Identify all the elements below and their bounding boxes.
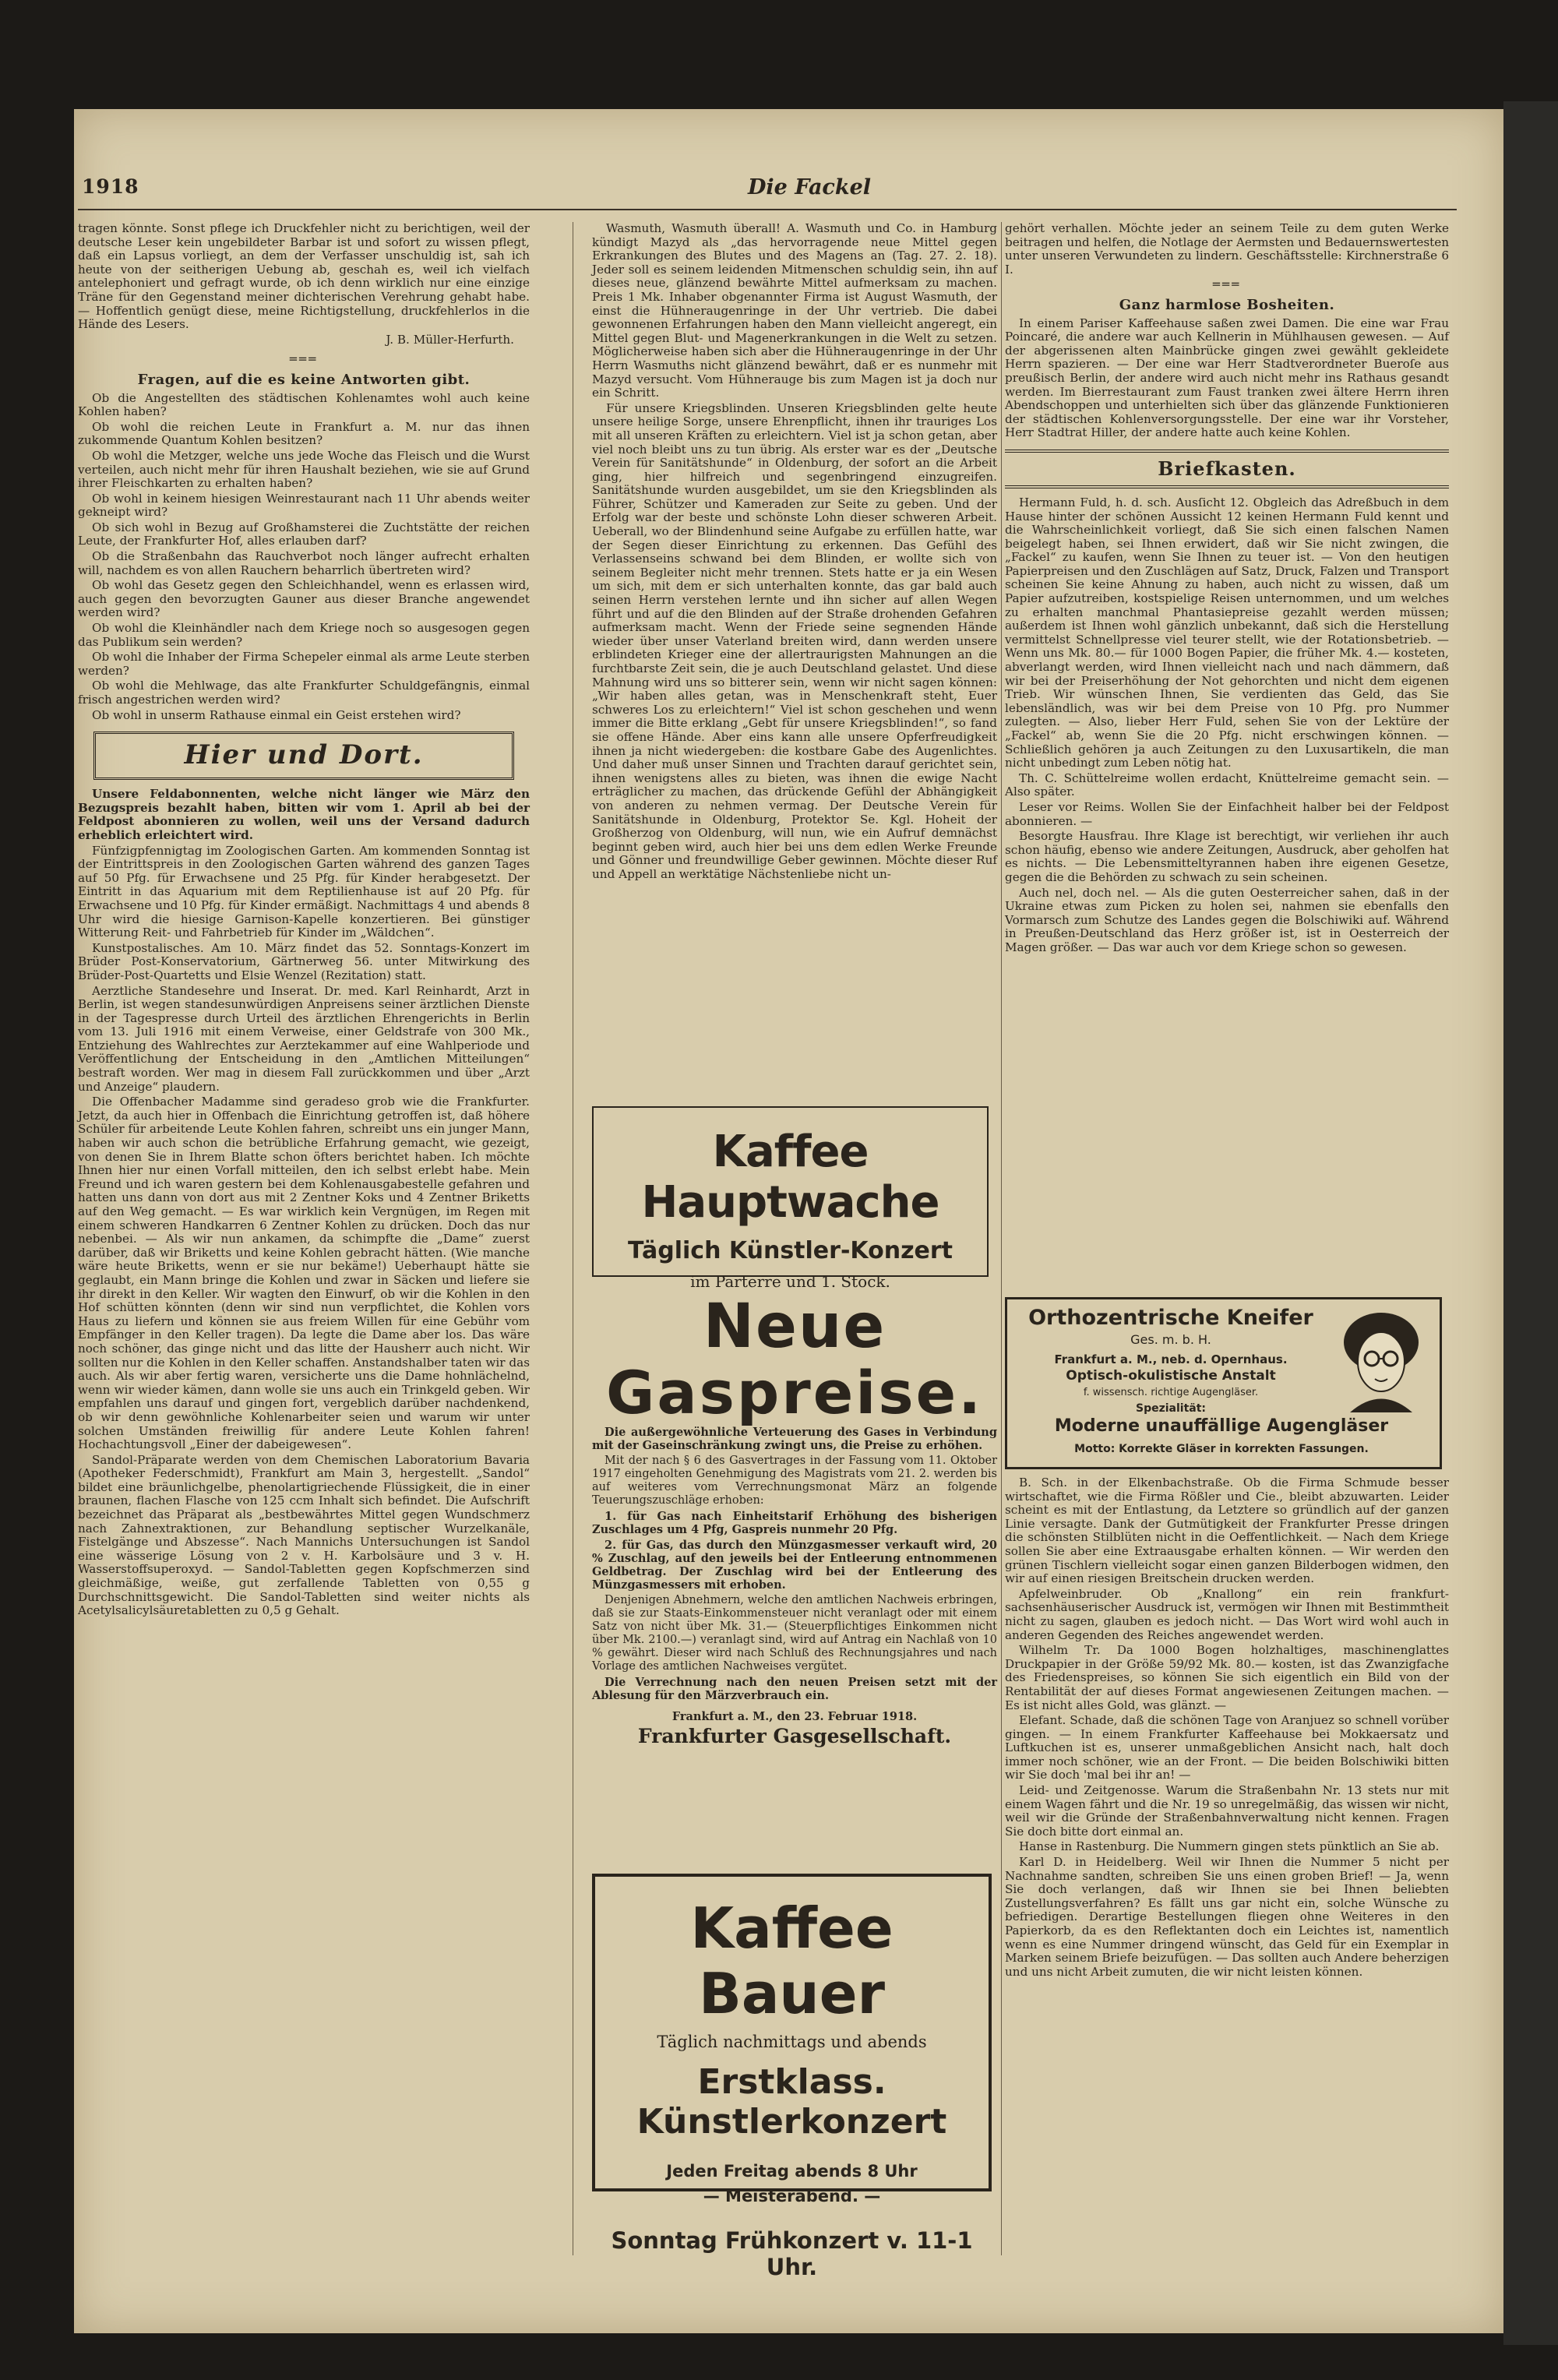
news-item: Fünfzigpfennigtag im Zoologischen Garten. Am kommenden Sonntag ist der Eintrittspreis in den Zoologischen Garten während des ganzen Tages auf 50 Pfg. für Erwachsene und 25 Pfg. für Kinder herabgesetzt. Der Eintritt in das Aquarium mit dem Reptilienhause ist auf 20 Pfg. für Erwachsene und 10 Pfg. für Kinder ermäßigt. Nachmittags 4 und abends 8 Uhr wird die hiesige Garnison-Kapelle konzertieren. Bei günstiger Witterung Reit- und Fahrbetrieb für Kinder im „Wäldchen“. (78, 843, 530, 940)
woman-with-glasses-illustration (1334, 1307, 1428, 1412)
news-item: Kunstpostalisches. Am 10. März findet das 52. Sonntags-Konzert im Brüder Post-Konservatorium, Gärtnerweg 56. unter Mitwirkung des Brüder-Post-Quartetts und Elsie Wenzel (Rezitation) statt. (78, 940, 530, 982)
notice-intro: Die außergewöhnliche Verteuerung des Gases in Verbindung mit der Gaseinschränkung zwingt uns, die Preise zu erhöhen. (592, 1426, 997, 1452)
news-item: Für unsere Kriegsblinden. Unseren Kriegsblinden gelte heute unsere heilige Sorge, unsere Ehrenpflicht, ihnen ihr trauriges Los mit all unseren Kräften zu erleichtern. Viel ist ja schon getan, aber viel noch bleibt uns zu tun übrig. Als erster war es der „Deutsche Verein für Sanitätshunde“ in Oldenburg, der sofort an die Arbeit ging, hier hilfreich und segenbringend einzugreifen. Sanitätshunde wurden ausgebildet, um sie den Kriegsblinden als Führer, Schützer und Kameraden zur Seite zu geben. Und der Erfolg war der beste und schönste Lohn dieser schweren Arbeit. Ueberall, wo der Blindenhund seine Aufgabe zu erfüllen hatte, war der Segen dieser Einrichtung zu erkennen. Das Gefühl des Verlassenseins schwand bei dem Blinden, er wollte sich von seinem Begleiter nicht mehr trennen. Stets hatte er ja ein Wesen um sich, mit dem er sich unterhalten konnte, das gar bald auch seinen Herrn verstehen lernte und ihn sicher auf allen Wegen führt und auf die den Blinden auf der Straße drohenden Gefahren aufmerksam macht. Wenn der Friede seine segnenden Hände wieder über unser Vaterland breiten wird, dann werden unsere erblindeten Krieger eine der allertraurigsten Mahnungen an die furchtbarste Zeit sein, die je auch Deutschland gelastet. Und diese Mahnung wird uns so bitterer sein, wenn wir nicht sagen können: „Wir haben alles getan, was in Menschenkraft steht, Euer schweres Los zu erleichtern!“ Viel ist schon geschehen und wenn immer die Bitte erklang „Gebt für unsere Kriegsblinden!“, so fand sie offene Hände. Aber eins kann alle unsere Opferfreudigkeit ihnen ja nicht wiedergeben: die kostbare Gabe des Augenlichtes. Und daher muß unser Sinnen und Trachten darauf gerichtet sein, ihnen wenigstens alles zu bieten, was ihnen die ewige Nacht erträglicher zu machen, das drückende Gefühl der Abhängigkeit von anderen zu nehmen vermag. Der Deutsche Verein für Sanitätshunde in Oldenburg, Protektor Se. Kgl. Hoheit der Großherzog von Oldenburg, will nun, wie ein Aufruf demnächst beginnt geben wird, auch hier bei uns dem edlen Werke Freunde und Gönner und freundwillige Geber gewinnen. Möchte dieser Ruf und Appell an werktätige Nächstenliebe nicht un- (592, 400, 997, 881)
article-continuation: tragen könnte. Sonst pflege ich Druckfehler nicht zu berichtigen, weil der deutsche Leser kein ungebildeter Barbar ist und sofort zu wissen pflegt, daß ein Lapsus vorliegt, an dem der Verfasser unschuldig ist, sah ich heute von der seitherigen Uebung ab, geschah es, weil ich vielfach antelephoniert und gefragt wurde, ob ich denn wirklich nur eine einzige Träne für den Gegenstand meiner dichterischen Verehrung gehabt habe. — Hoffentlich genügt diese, meine Richtigstellung, druckfehlerlos in die Hände des Lesers. (78, 221, 530, 332)
letter-reply: Hermann Fuld, h. d. sch. Ausſicht 12. Obgleich das Adreßbuch in dem Hause hinter der schönen Aussicht 12 keinen Hermann Fuld kennt und die Wahrscheinlichkeit vorliegt, daß Sie sich einen falschen Namen beigelegt haben, sei Ihnen erwidert, daß wir Sie nicht zwingen, die „Fackel“ zu kaufen, wenn Sie Ihnen zu teuer ist. — Von den heutigen Papierpreisen und den Zuschlägen auf Satz, Druck, Falzen und Transport scheinen Sie keine Ahnung zu haben, auch nicht zu wissen, daß um Papier aufzutreiben, kostspielige Reisen unternommen, und um welches zu erhalten manchmal Phantasiepreise gezahlt werden müssen; außerdem ist Ihnen wohl gänzlich unbekannt, daß sich die Herstellung vermittelst Schnellpresse viel teurer stellt, wie der Rotationsbetrieb. — Wenn uns Mk. 80.— für 1000 Bogen Papier, die früher Mk. 4.— kosteten, abverlangt werden, wird Ihnen vielleicht nach und nach dämmern, daß wir bei der Preiserhöhung der Not gehorchten und nicht dem eigenen Trieb. Wir wünschen Ihnen, Sie verdienten das Geld, das Sie lebensländlich, was wir bei dem Preise von 10 Pfg. pro Nummer zulegten. — Also, lieber Herr Fuld, sehen Sie von der Lektüre der „Fackel“ ab, wenn Sie die 20 Pfg. nicht erschwingen können. — Schließlich gehören ja auch Zeitungen zu den Luxusartikeln, die man nicht unbedingt zum Leben nötig hat. (1005, 495, 1449, 770)
notice-item: 1. für Gas nach Einheitstarif Erhöhung des bisherigen Zuschlages um 4 Pfg, Gaspreis nunmehr 20 Pfg. (592, 1510, 997, 1536)
notice-title-line1: Neue (703, 1292, 887, 1362)
notice-bold-note: Die Verrechnung nach den neuen Preisen setzt mit der Ablesung für den Märzverbrauch ein. (592, 1676, 997, 1702)
column-right-bottom (1005, 1476, 1449, 2263)
notice-gas-prices (592, 1293, 997, 1850)
notice-title-line2: Gaspreise. (605, 1358, 984, 1427)
letter-reply: Leid- und Zeitgenosse. Warum die Straßenbahn Nr. 13 stets nur mit einem Wagen fährt und die Nr. 19 so unregelmäßig, das wissen wir nicht, weil wir die Gründe der Straßenbahnverwaltung nicht kennen. Fragen Sie doch bitte dort einmal an. (1005, 1783, 1449, 1839)
letter-reply: Karl D. in Heidelberg. Weil wir Ihnen die Nummer 5 nicht per Nachnahme sandten, schreiben Sie uns einen groben Brief! — Ja, wenn Sie doch verlangen, daß wir Ihnen sie bei Ihnen beliebten Zustellungsverfahren? Es fällt uns gar nicht ein, solche Wünsche zu befriedigen. Derartige Bestellungen fliegen ohne Weiteres in den Papierkorb, da es den Reflektanten doch ein Leichtes ist, namentlich wenn es eine Nummer dringend wünscht, das Geld für ein Exemplar in Marken seinem Briefe beizufügen. — Das sollten auch Andere beherzigen und uns nicht Arbeit zumuten, die wir nicht leisten können. (1005, 1855, 1449, 1979)
ad-subtitle: Täglich nachmittags und abends (657, 2033, 927, 2051)
advertisement-optician (1005, 1297, 1442, 1469)
advertisement-kaffee-hauptwache (592, 1106, 989, 1291)
section-heading-briefkasten: Briefkasten. (1005, 450, 1449, 488)
ad-detail: im Parterre und 1. Stock. (690, 1272, 890, 1291)
ad-specialty-label: Spezialität: (1135, 1402, 1207, 1415)
notice-signature: Frankfurter Gasgesellschaft. (637, 1725, 952, 1747)
letter-reply: Auch nel, doch nel. — Als die guten Oesterreicher sahen, daß in der Ukraine etwas zum Picken zu holen sei, nahmen sie ebenfalls den Vormarsch zum Schutze des Landes gegen die Bolschiwiki auf. Während in Preußen-Deutschland das Herz größer ist, ist in Oesterreich der Magen größer. — Das war auch vor dem Kriege schon so gewesen. (1005, 885, 1449, 954)
ad-motto: Motto: Korrekte Gläser in korrekten Fassungen. (1074, 1443, 1369, 1455)
news-item: Wasmuth, Wasmuth überall! A. Wasmuth und Co. in Hamburg kündigt Mazyd als „das hervorragende neue Mittel gegen Erkrankungen des Blutes und des Magens an (Tag. 27. 2. 18). Jeder soll es seinem leidenden Mitmenschen schuldig sein, ihn auf dieses neue, glänzend bewährte Mittel aufmerksam zu machen. Preis 1 Mk. Inhaber obgenannter Firma ist August Wasmuth, der einst die Hühneraugenringe in der Uhr vertrieb. Die dabei gewonnenen Erfahrungen haben den Mann vielleicht angeregt, ein Mittel gegen Blut- und Magenerkrankungen in die Welt zu setzen. Möglicherweise haben sich aber die Hühneraugenringe in der Uhr Herrn Wasmuths nicht glänzend bewährt, daß er es nunmehr mit Mazyd versucht. Vom Hühnerauge bis zum Magen ist ja doch nur ein Schritt. (592, 221, 997, 400)
question-item: Ob wohl die Kleinhändler nach dem Kriege noch so ausgesogen gegen das Publikum sein werden? (78, 621, 530, 649)
section-heading-bosheiten: Ganz harmlose Bosheiten. (1119, 296, 1335, 313)
separator: ═══ (1212, 277, 1242, 292)
question-item: Ob die Straßenbahn das Rauchverbot noch länger aufrecht erhalten will, nachdem es von allen Rauchern beharrlich übertreten wird? (78, 549, 530, 577)
separator: ═══ (289, 352, 319, 367)
letter-reply: Th. C. Schüttelreime wollen erdacht, Knüttelreime gemacht sein. — Also später. (1005, 770, 1449, 799)
column-left (78, 222, 530, 2263)
section-heading-hier-und-dort: Hier und Dort. (93, 732, 514, 780)
ad-address: Frankfurt a. M., neb. d. Opernhaus. (1054, 1352, 1288, 1366)
ad-subtitle: Optisch-okulistische Anstalt (1066, 1368, 1276, 1384)
ad-subtitle: Täglich Künstler-Konzert (627, 1237, 953, 1264)
question-item: Ob wohl das Gesetz gegen den Schleichhandel, wenn es erlassen wird, auch gegen den bevorzugten Gauner aus dieser Branche angewendet werden wird? (78, 578, 530, 620)
question-item: Ob wohl die reichen Leute in Frankfurt a. M. nur das ihnen zukommende Quantum Kohlen besitzen? (78, 419, 530, 448)
ad-company-form: Ges. m. b. H. (1130, 1332, 1211, 1347)
ad-title: Orthozentrische Kneifer (1028, 1306, 1313, 1330)
news-item: Sandol-Präparate werden von dem Chemischen Laboratorium Bavaria (Apotheker Federschmidt), Frankfurt am Main 3, hergestellt. „Sandol“ bildet eine bräunlichgelbe, phenolartigriechende Flüssigkeit, die in einer braunen, flachen Flasche von 125 ccm Inhalt sich befindet. Die Aufschrift bezeichnet das Präparat als „bestbewährtes Mittel gegen Wundschmerz nach Zahnextraktionen, zur Behandlung septischer Wurzelkanäle, Fistelgänge und Abszesse“. Nach Mannichs Untersuchungen ist Sandol eine wässerige Lösung von 2 v. H. Karbolsäure und 3 v. H. Wasserstoffsuperoxyd. — Sandol-Tabletten gegen Kopfschmerzen sind gleichmäßige, weiße, gut zerfallende Tabletten von 0,55 g Durchschnittsgewicht. Die Sandol-Tabletten sind weiter nichts als Acetylsalicylsäuretabletten zu 0,5 g Gehalt. (78, 1452, 530, 1618)
question-item: Ob wohl die Mehlwage, das alte Frankfurter Schuldgefängnis, einmal frisch angestrichen werden wird? (78, 679, 530, 707)
letter-reply: Wilhelm Tr. Da 1000 Bogen holzhaltiges, maschinenglattes Druckpapier in der Größe 59/92 Mk. 80.— kosten, ist das Zwanzigfache des Friedenspreises, so können Sie sich eigentlich ein Bild von der Rentabilität der auf dieses Format angewiesenen Zeitungen machen. — Es ist nicht alles Gold, was glänzt. — (1005, 1643, 1449, 1712)
ad-detail: — Meisterabend. — (703, 2187, 881, 2205)
question-item: Ob wohl die Inhaber der Firma Schepeler einmal als arme Leute sterben werden? (78, 650, 530, 678)
news-item: Die Offenbacher Madamme sind geradeso grob wie die Frankfurter. Jetzt, da auch hier in Offenbach die Einrichtung getroffen ist, daß höhere Schüler für arbeitende Leute Kohlen fahren, schreibt uns ein junger Mann, haben wir auch schon die betrübliche Erfahrung gemacht, wie gezeigt, von denen Sie in Ihrem Blatte schon öfters berichtet haben. Ich möchte Ihnen hier nur einen Vorfall mitteilen, den ich selbst erlebt habe. Mein Freund und ich waren gestern bei dem Kohlenausgabestelle gefahren und hatten uns dann von dort aus mit 2 Zentner Koks und 4 Zentner Briketts auf den Weg gemacht. — Es war wirklich kein Vergnügen, im Regen mit einem schweren Handkarren 6 Zentner Kohlen zu drücken. Doch das nur nebenbei. — Als wir nun ankamen, da schimpfte die „Dame“ zuerst darüber, daß wir Briketts und keine Kohlen gebracht hätten. (Wie manche wäre heute Briketts, wenn er sie nur bekäme!) Ueberhaupt hätte sie geglaubt, ein Mann bringe die Kohlen und zwar in Säcken und liefere sie ihr direkt in den Keller. Wir wagten den Einwurf, ob wir die Kohlen in den Hof schütten könnten (denn wir sind nun verpflichtet, die Kohlen vors Haus zu liefern und können sie aus freiem Willen für eine Gebühr vom Empfänger in den Keller tragen). Da legte die Dame aber los. Das wäre noch schöner, das ginge nicht und das litte der Hausherr auch nicht. Wir sollten nur die Kohlen in den Keller schaffen. Anstandshalber taten wir das auch. Als wir aber fertig waren, versicherte uns die Dame hohnlächelnd, wenn wir wieder kämen, dann wolle sie uns auch ein Trinkgeld geben. Wir empfahlen uns darauf und gingen fort, vergeblich darüber nachdenkend, ob wir denn gewöhnliche Kohlenarbeiter seien und warum wir unter solchen Umständen freiwillig für andere Leute Kohlen fahren! Hochachtungsvoll „Einer der dabeigewesen“. (78, 1095, 530, 1452)
letter-reply: Apfelweinbruder. Ob „Knallong“ ein rein frankfurt-sachsenhäuserischer Ausdruck ist, vermögen wir Ihnen mit Bestimmtheit nicht zu sagen, glauben es jedoch nicht. — Das Wort wird wohl auch in anderen Gegenden des Reiches angewendet werden. (1005, 1586, 1449, 1642)
author-signature: J. B. Müller-Herfurth. (386, 332, 514, 347)
book-binding (1503, 101, 1558, 2345)
question-item: Ob sich wohl in Bezug auf Großhamsterei die Zuchtstätte der reichen Leute, der Frankfurter Hof, alles erlauben darf? (78, 520, 530, 548)
letter-reply: Hanse in Rastenburg. Die Nummern gingen stets pünktlich an Sie ab. (1019, 1839, 1440, 1854)
news-item: Aerztliche Standesehre und Inserat. Dr. med. Karl Reinhardt, Arzt in Berlin, ist wegen standesunwürdigen Anpreisens seiner ärztlichen Dienste in der Tagespresse durch Urteil des ärztlichen Ehrengerichts in Berlin vom 13. Juli 1916 mit einem Verweise, einer Geldstrafe von 300 Mk., Entziehung des Wahlrechtes zur Aerztekammer auf eine Wahlperiode und Veröffentlichung der Entscheidung in den „Amtlichen Mitteilungen“ bestraft worden. Wer mag in diesem Fall zurückkommen und über „Arzt und Anzeige“ plaudern. (78, 983, 530, 1094)
letter-reply: Leser vor Reims. Wollen Sie der Einfachheit halber bei der Feldpost abonnieren. — (1005, 799, 1449, 828)
page-header (82, 175, 1453, 206)
question-item: Ob die Angestellten des städtischen Kohlenamtes wohl auch keine Kohlen haben? (78, 390, 530, 419)
notice-date: Frankfurt a. M., den 23. Februar 1918. (671, 1710, 918, 1723)
article-continuation: gehört verhallen. Möchte jeder an seinem Teile zu dem guten Werke beitragen und helfen, die Notlage der Aermsten und Bedauernswertesten unter unseren Verwundeten zu lindern. Geschäftsstelle: Kirchnerstraße 6 I. (1005, 221, 1449, 277)
letter-reply: Elefant. Schade, daß die schönen Tage von Aranjuez so schnell vorüber gingen. — In einem Frankfurter Kaffeehause bei Mokkaersatz und Luftkuchen ist es, unserer unmaßgeblichen Ansicht nach, halt doch immer noch schöner, wie an der Front. — Die beiden Bolschiwiki bitten wir Sie doch 'mal bei ihr an! — (1005, 1713, 1449, 1782)
ad-detail: f. wissensch. richtige Augengläser. (1083, 1387, 1259, 1398)
column-divider (1001, 222, 1002, 2255)
question-item: Ob wohl die Metzger, welche uns jede Woche das Fleisch und die Wurst verteilen, auch nicht mehr für ihren Haushalt beziehen, wie sie auf Grund ihrer Fleischkarten zu erhalten haben? (78, 448, 530, 491)
ad-detail: Jeden Freitag abends 8 Uhr (666, 2162, 918, 2181)
notice-item: 2. für Gas, das durch den Münzgasmesser verkauft wird, 20 % Zuschlag, auf den jeweils bei der Entleerung entnommenen Geldbetrag. Der Zuschlag wird bei der Entleerung des Münzgasmessers mit erhoben. (592, 1539, 997, 1592)
notice-note: Denjenigen Abnehmern, welche den amtlichen Nachweis erbringen, daß sie zur Staats-Einkommensteuer nicht veranlagt oder mit einem Satz von nicht über Mk. 31.— (Steuerpflichtiges Einkommen nicht über Mk. 2100.—) veranlagt sind, wird auf Antrag ein Nachlaß von 10 % gewährt. Dieser wird nach Schluß des Rechnungsjahres und nach Vorlage des amtlichen Nachweises vergütet. (592, 1594, 997, 1673)
question-item: Ob wohl in keinem hiesigen Weinrestaurant nach 11 Uhr abends weiter gekneipt wird? (78, 491, 530, 520)
ad-headline: Moderne unauffällige Augengläser (1054, 1416, 1389, 1436)
letter-reply: B. Sch. in der Elkenbachstraße. Ob die Firma Schmude besser wirtschaftet, wie die Firma Rößler und Cie., bleibt abzuwarten. Leider scheint es mit der Entlastung, da Letztere so gründlich auf der ganzen Linie versagte. Dank der Gutmütigkeit der Frankfurter Presse dringen die schönsten Stilblüten nicht in die Oeffentlichkeit. — Nach dem Kriege sollen Sie aber eine Extraausgabe erhalten können. — Wir werden den grünen Tischlern vielleicht sogar einen ganzen Bilderbogen widmen, den wir auf einen riesigen Breitschein drucken werden. (1005, 1476, 1449, 1586)
section-heading-fragen: Fragen, auf die es keine Antworten gibt. (137, 371, 471, 388)
news-item: Unsere Feldabonnenten, welche nicht länger wie März den Bezugspreis bezahlt haben, bitten wir vom 1. April ab bei der Feldpost abonnieren zu wollen, weil uns der Versand dadurch erheblich erleichtert wird. (78, 787, 530, 842)
notice-body: Mit der nach § 6 des Gasvertrages in der Fassung vom 11. Oktober 1917 eingeholten Genehmigung des Magistrats vom 21. 2. werden bis auf weiteres vom Verrechnungsmonat März an folgende Teuerungszuschläge erhoben: (592, 1454, 997, 1507)
advertisement-kaffee-bauer (592, 1874, 992, 2280)
letter-reply: Besorgte Hausfrau. Ihre Klage ist berechtigt, wir verliehen ihr auch schon häufig, ebenso wie andere Zeitungen, Ausdruck, aber geholfen hat es nichts. — Die Lebensmitteltyrannen haben ihre eigenen Gesetze, gegen die die Behörden zu schwach zu sein scheinen. (1005, 829, 1449, 884)
column-right-top (1005, 222, 1449, 1289)
ad-headline: Erstklass. Künstlerkonzert (636, 2062, 947, 2142)
ad-title: Kaffee Hauptwache (641, 1127, 939, 1228)
question-item: Ob wohl in unserm Rathause einmal ein Geist erstehen wird? (92, 707, 461, 722)
ad-title: Kaffee Bauer (690, 1895, 894, 2026)
column-middle-text (592, 222, 997, 1095)
ad-footer: Sonntag Frühkonzert v. 11-1 Uhr. (611, 2227, 973, 2280)
news-item: In einem Pariser Kaffeehause saßen zwei Damen. Die eine war Frau Poincaré, die andere war auch Kellnerin in Mühlhausen gewesen. — Auf der abgerissenen alten Mainbrücke gingen zwei gewählt gekleidete Herrn spazieren. — Der eine war Herr Stadtverordneter Bueroſe aus preußisch Berlin, der andere wird auch nicht mehr ins Rathaus gesandt werden. Im Bierrestaurant zum Faust tranken zwei ältere Herrn ihren Abendschoppen und unterhielten sich über das glänzende Funktionieren der städtischen Kohlenversorgungsstelle. Der eine war ihr Vorsteher, Herr Stadtrat Hiller, der andere hatte auch keine Kohlen. (1005, 316, 1449, 440)
masthead: Die Fackel (748, 175, 872, 199)
header-rule (78, 209, 1457, 210)
page-number: 1918 (82, 175, 139, 198)
